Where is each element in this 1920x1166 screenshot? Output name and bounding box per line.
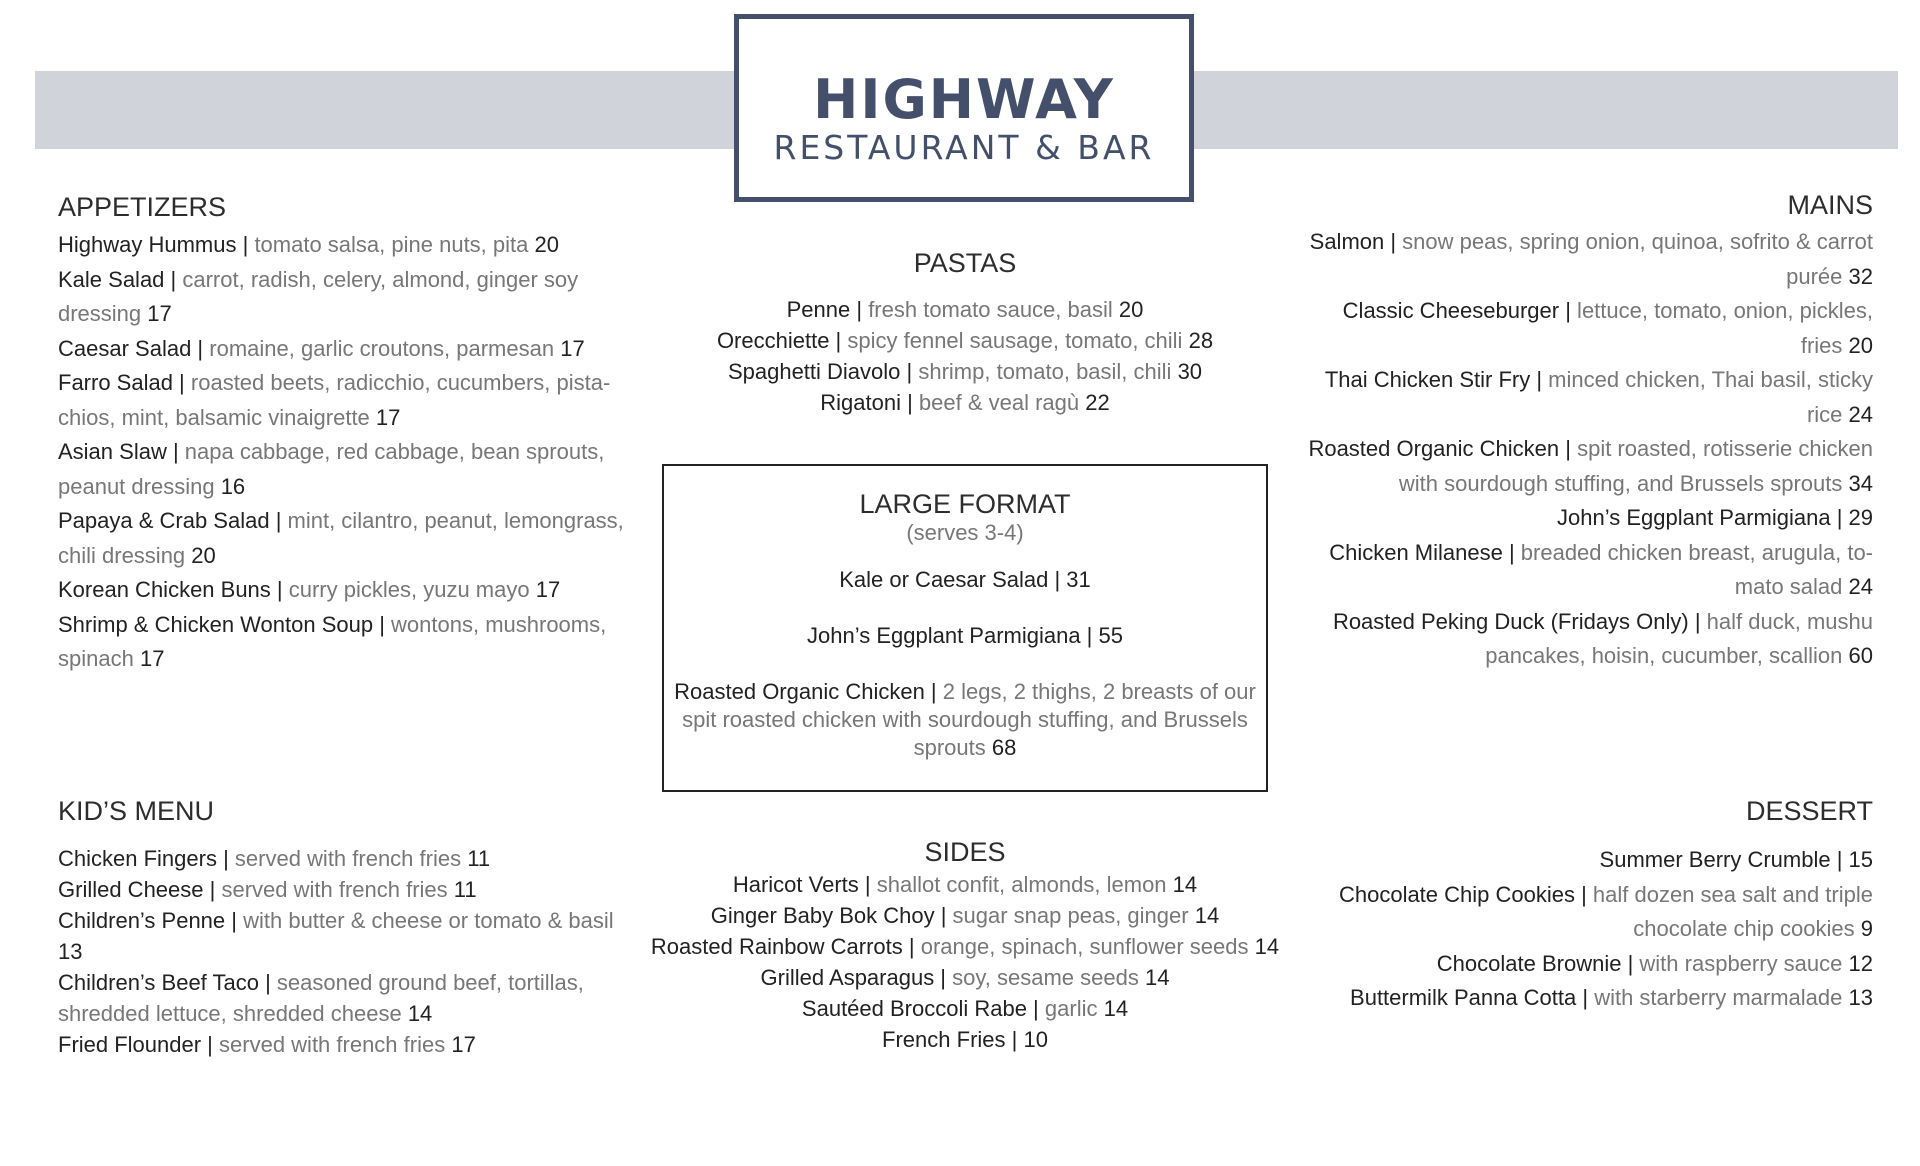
menu-item-price: 11 bbox=[453, 877, 477, 902]
kids-menu-heading: KID’S MENU bbox=[58, 796, 215, 826]
menu-item-description: spicy fennel sausage, tomato, chili bbox=[841, 328, 1183, 353]
menu-item-name: Classic Cheeseburger | bbox=[1342, 298, 1571, 323]
menu-item-name: Salmon | bbox=[1309, 229, 1397, 254]
menu-item-description: sugar snap peas, ginger bbox=[946, 903, 1189, 928]
menu-item-description: carrot, radish, celery, almond, ginger soy dressing bbox=[58, 266, 579, 326]
menu-item-description: served with french fries bbox=[228, 846, 462, 871]
menu-item-name: Spaghetti Diavolo | bbox=[727, 359, 913, 384]
menu-item bbox=[1296, 536, 1873, 605]
menu-item-price: 17 bbox=[560, 335, 585, 361]
menu-item-name: Papaya & Crab Salad | bbox=[58, 508, 282, 533]
menu-item-price: 32 bbox=[1848, 263, 1873, 289]
menu-item-price: 20 bbox=[191, 542, 216, 568]
menu-item-price: 17 bbox=[147, 301, 172, 326]
menu-item-name: Fried Flounder | bbox=[58, 1032, 213, 1057]
restaurant-logo bbox=[734, 14, 1194, 202]
restaurant-subtitle: RESTAURANT & BAR bbox=[773, 128, 1155, 167]
dessert-heading: DESSERT bbox=[1745, 796, 1873, 826]
menu-item bbox=[1316, 843, 1873, 878]
menu-item-name: John’s Eggplant Parmigiana | 29 bbox=[1557, 505, 1873, 530]
menu-item-description: lettuce, tomato, onion, pickles, fries bbox=[1570, 298, 1873, 358]
menu-item bbox=[58, 843, 618, 874]
menu-item bbox=[640, 387, 1290, 418]
menu-item-name: Caesar Salad | bbox=[58, 335, 204, 361]
sides-heading: SIDES bbox=[924, 837, 1006, 867]
dessert-list bbox=[1316, 843, 1873, 1016]
menu-item-name: French Fries | 10 bbox=[882, 1027, 1048, 1052]
menu-item-name: John’s Eggplant Parmigiana | 55 bbox=[807, 623, 1123, 648]
menu-item-price: 24 bbox=[1848, 574, 1873, 599]
menu-item-description: wontons, mushrooms, spinach bbox=[58, 611, 607, 671]
menu-item-price: 17 bbox=[139, 646, 165, 671]
menu-item-name: Sautéed Broccoli Rabe | bbox=[801, 996, 1039, 1021]
menu-item-name: Roasted Peking Duck (Fridays Only) | bbox=[1332, 608, 1701, 634]
menu-item-price: 68 bbox=[991, 735, 1017, 760]
menu-item-price: 30 bbox=[1177, 359, 1203, 384]
menu-item-price: 13 bbox=[58, 939, 83, 964]
menu-item bbox=[1296, 432, 1873, 501]
menu-item-price: 17 bbox=[535, 577, 561, 602]
menu-item bbox=[58, 967, 618, 1029]
menu-item-name: Grilled Cheese | bbox=[58, 877, 216, 902]
menu-item bbox=[58, 228, 638, 263]
menu-item bbox=[58, 874, 618, 905]
menu-item-name: Chocolate Brownie | bbox=[1436, 950, 1634, 976]
menu-item-name: Roasted Organic Chicken | bbox=[674, 679, 937, 704]
menu-item-name: Kale or Caesar Salad | 31 bbox=[839, 567, 1091, 592]
menu-item bbox=[58, 366, 638, 435]
menu-item-name: Highway Hummus | bbox=[58, 232, 249, 257]
menu-item-price: 17 bbox=[375, 404, 401, 430]
menu-item bbox=[640, 1024, 1290, 1055]
menu-item bbox=[1296, 363, 1873, 432]
menu-item-description: served with french fries bbox=[215, 877, 448, 902]
appetizers-heading: APPETIZERS bbox=[58, 192, 227, 222]
restaurant-name: HIGHWAY bbox=[813, 68, 1115, 131]
menu-item-name: Haricot Verts | bbox=[732, 872, 871, 897]
menu-item-price: 14 bbox=[1172, 872, 1198, 897]
menu-item bbox=[640, 931, 1290, 962]
menu-item-price: 16 bbox=[220, 473, 246, 499]
menu-item-name: Chocolate Chip Cookies | bbox=[1338, 881, 1587, 907]
menu-item-name: Buttermilk Panna Cotta | bbox=[1350, 985, 1589, 1010]
menu-item bbox=[58, 573, 638, 608]
menu-item-description: seasoned ground beef, tortillas, shredded lettuce, shredded cheese bbox=[58, 970, 584, 1026]
menu-item-description: roasted beets, radicchio, cucumbers, pista-chios, mint, balsamic vinaigrette bbox=[58, 370, 611, 430]
menu-item bbox=[58, 263, 638, 332]
menu-item-name: Summer Berry Crumble | 15 bbox=[1599, 847, 1873, 872]
menu-item-description: shrimp, tomato, basil, chili bbox=[912, 359, 1172, 384]
menu-item bbox=[640, 962, 1290, 993]
menu-item-name: Asian Slaw | bbox=[58, 439, 179, 464]
menu-item-name: Roasted Rainbow Carrots | bbox=[650, 934, 915, 959]
menu-item-description: with starberry marmalade bbox=[1588, 985, 1843, 1010]
menu-item-name: Shrimp & Chicken Wonton Soup | bbox=[58, 611, 385, 637]
menu-item-description: orange, spinach, sunflower seeds bbox=[914, 934, 1249, 959]
kids-menu-list bbox=[58, 843, 618, 1060]
menu-item-description: with raspberry sauce bbox=[1633, 950, 1843, 976]
menu-item bbox=[1296, 225, 1873, 294]
menu-item bbox=[1296, 294, 1873, 363]
sides-list bbox=[640, 869, 1290, 1055]
menu-item-price: 34 bbox=[1848, 470, 1873, 496]
menu-item-price: 22 bbox=[1085, 390, 1110, 415]
menu-item-name: Ginger Baby Bok Choy | bbox=[710, 903, 947, 928]
menu-item bbox=[1296, 605, 1873, 674]
menu-item bbox=[1316, 878, 1873, 947]
menu-item-price: 20 bbox=[534, 232, 559, 257]
menu-item-name: Rigatoni | bbox=[820, 390, 913, 415]
large-format-box bbox=[662, 464, 1268, 792]
menu-item-description: garlic bbox=[1038, 996, 1098, 1021]
appetizers-list bbox=[58, 228, 638, 677]
menu-item bbox=[640, 356, 1290, 387]
menu-item bbox=[1316, 981, 1873, 1016]
menu-item-description: fresh tomato sauce, basil bbox=[862, 297, 1113, 322]
menu-item-description: snow peas, spring onion, quinoa, sofrito & carrot purée bbox=[1396, 229, 1873, 289]
menu-item-price: 17 bbox=[451, 1032, 476, 1057]
menu-item-description: minced chicken, Thai basil, sticky rice bbox=[1542, 367, 1873, 427]
menu-item-description: shallot confit, almonds, lemon bbox=[870, 872, 1167, 897]
menu-item-price: 60 bbox=[1848, 643, 1873, 668]
menu-item-description: romaine, garlic croutons, parmesan bbox=[203, 335, 555, 361]
large-format-serves: (serves 3-4) bbox=[906, 520, 1024, 545]
menu-item-price: 24 bbox=[1848, 401, 1873, 427]
menu-item bbox=[1316, 947, 1873, 982]
menu-item-price: 13 bbox=[1848, 985, 1873, 1010]
menu-item-description: 2 legs, 2 thighs, 2 breasts of our spit roasted chicken with sourdough stuffing, and Brussels sprouts bbox=[682, 679, 1256, 760]
menu-item-name: Children’s Penne | bbox=[58, 908, 237, 933]
menu-item-name: Korean Chicken Buns | bbox=[58, 577, 283, 602]
menu-item-description: served with french fries bbox=[212, 1032, 446, 1057]
menu-item-price: 14 bbox=[1194, 903, 1220, 928]
menu-item bbox=[640, 869, 1290, 900]
menu-item bbox=[58, 504, 638, 573]
menu-item-name: Thai Chicken Stir Fry | bbox=[1324, 367, 1543, 392]
pastas-list bbox=[640, 294, 1290, 418]
menu-item-description: spit roasted, rotisserie chicken with sourdough stuffing, and Brussels sprouts bbox=[1398, 436, 1873, 496]
menu-item-description: with butter & cheese or tomato & basil bbox=[236, 908, 614, 933]
menu-item bbox=[58, 435, 638, 504]
menu-item bbox=[640, 294, 1290, 325]
large-format-list bbox=[664, 566, 1266, 762]
mains-heading: MAINS bbox=[1787, 190, 1873, 220]
menu-item-price: 14 bbox=[1144, 965, 1170, 990]
menu-item bbox=[1296, 501, 1873, 536]
menu-item-name: Roasted Organic Chicken | bbox=[1308, 436, 1571, 461]
menu-item-description: tomato salsa, pine nuts, pita bbox=[248, 232, 529, 257]
menu-item-price: 20 bbox=[1848, 332, 1873, 358]
menu-item-price: 20 bbox=[1118, 297, 1144, 322]
menu-item-name: Orecchiette | bbox=[716, 328, 842, 353]
menu-item bbox=[640, 993, 1290, 1024]
menu-item-price: 14 bbox=[407, 1001, 433, 1026]
menu-item-description: soy, sesame seeds bbox=[946, 965, 1139, 990]
menu-item-name: Chicken Milanese | bbox=[1329, 539, 1515, 565]
large-format-heading: LARGE FORMAT bbox=[859, 489, 1071, 519]
menu-item bbox=[58, 332, 638, 367]
menu-item-description: mint, cilantro, peanut, lemongrass, chili dressing bbox=[58, 508, 624, 568]
menu-item-description: half dozen sea salt and triple chocolate chip cookies bbox=[1586, 881, 1873, 941]
menu-item-name: Grilled Asparagus | bbox=[760, 965, 947, 990]
menu-item bbox=[58, 608, 638, 677]
menu-item bbox=[58, 1029, 618, 1060]
menu-item-price: 28 bbox=[1188, 328, 1214, 353]
menu-item bbox=[58, 905, 618, 967]
menu-item-description: half duck, mushu pancakes, hoisin, cucumber, scallion bbox=[1485, 608, 1873, 668]
menu-item-description: beef & veal ragù bbox=[912, 390, 1080, 415]
menu-item-price: 14 bbox=[1103, 996, 1129, 1021]
menu-item-name: Chicken Fingers | bbox=[58, 846, 229, 871]
menu-item-description: breaded chicken breast, arugula, to-mato salad bbox=[1514, 539, 1873, 599]
menu-item bbox=[664, 566, 1266, 594]
menu-item-price: 12 bbox=[1848, 950, 1873, 976]
menu-item-price: 11 bbox=[467, 846, 491, 871]
menu-item bbox=[640, 900, 1290, 931]
menu-item bbox=[640, 325, 1290, 356]
menu-item-price: 14 bbox=[1254, 934, 1280, 959]
pastas-heading: PASTAS bbox=[913, 248, 1017, 278]
menu-item-description: napa cabbage, red cabbage, bean sprouts, peanut dressing bbox=[58, 439, 605, 499]
mains-list bbox=[1296, 225, 1873, 674]
menu-item-price: 9 bbox=[1860, 916, 1873, 941]
menu-item-name: Farro Salad | bbox=[58, 370, 185, 395]
menu-item-name: Children’s Beef Taco | bbox=[58, 970, 271, 995]
menu-item-name: Kale Salad | bbox=[58, 266, 177, 292]
menu-item-description: curry pickles, yuzu mayo bbox=[282, 577, 530, 602]
menu-item bbox=[664, 622, 1266, 650]
menu-item bbox=[664, 678, 1266, 762]
menu-item-name: Penne | bbox=[786, 297, 863, 322]
